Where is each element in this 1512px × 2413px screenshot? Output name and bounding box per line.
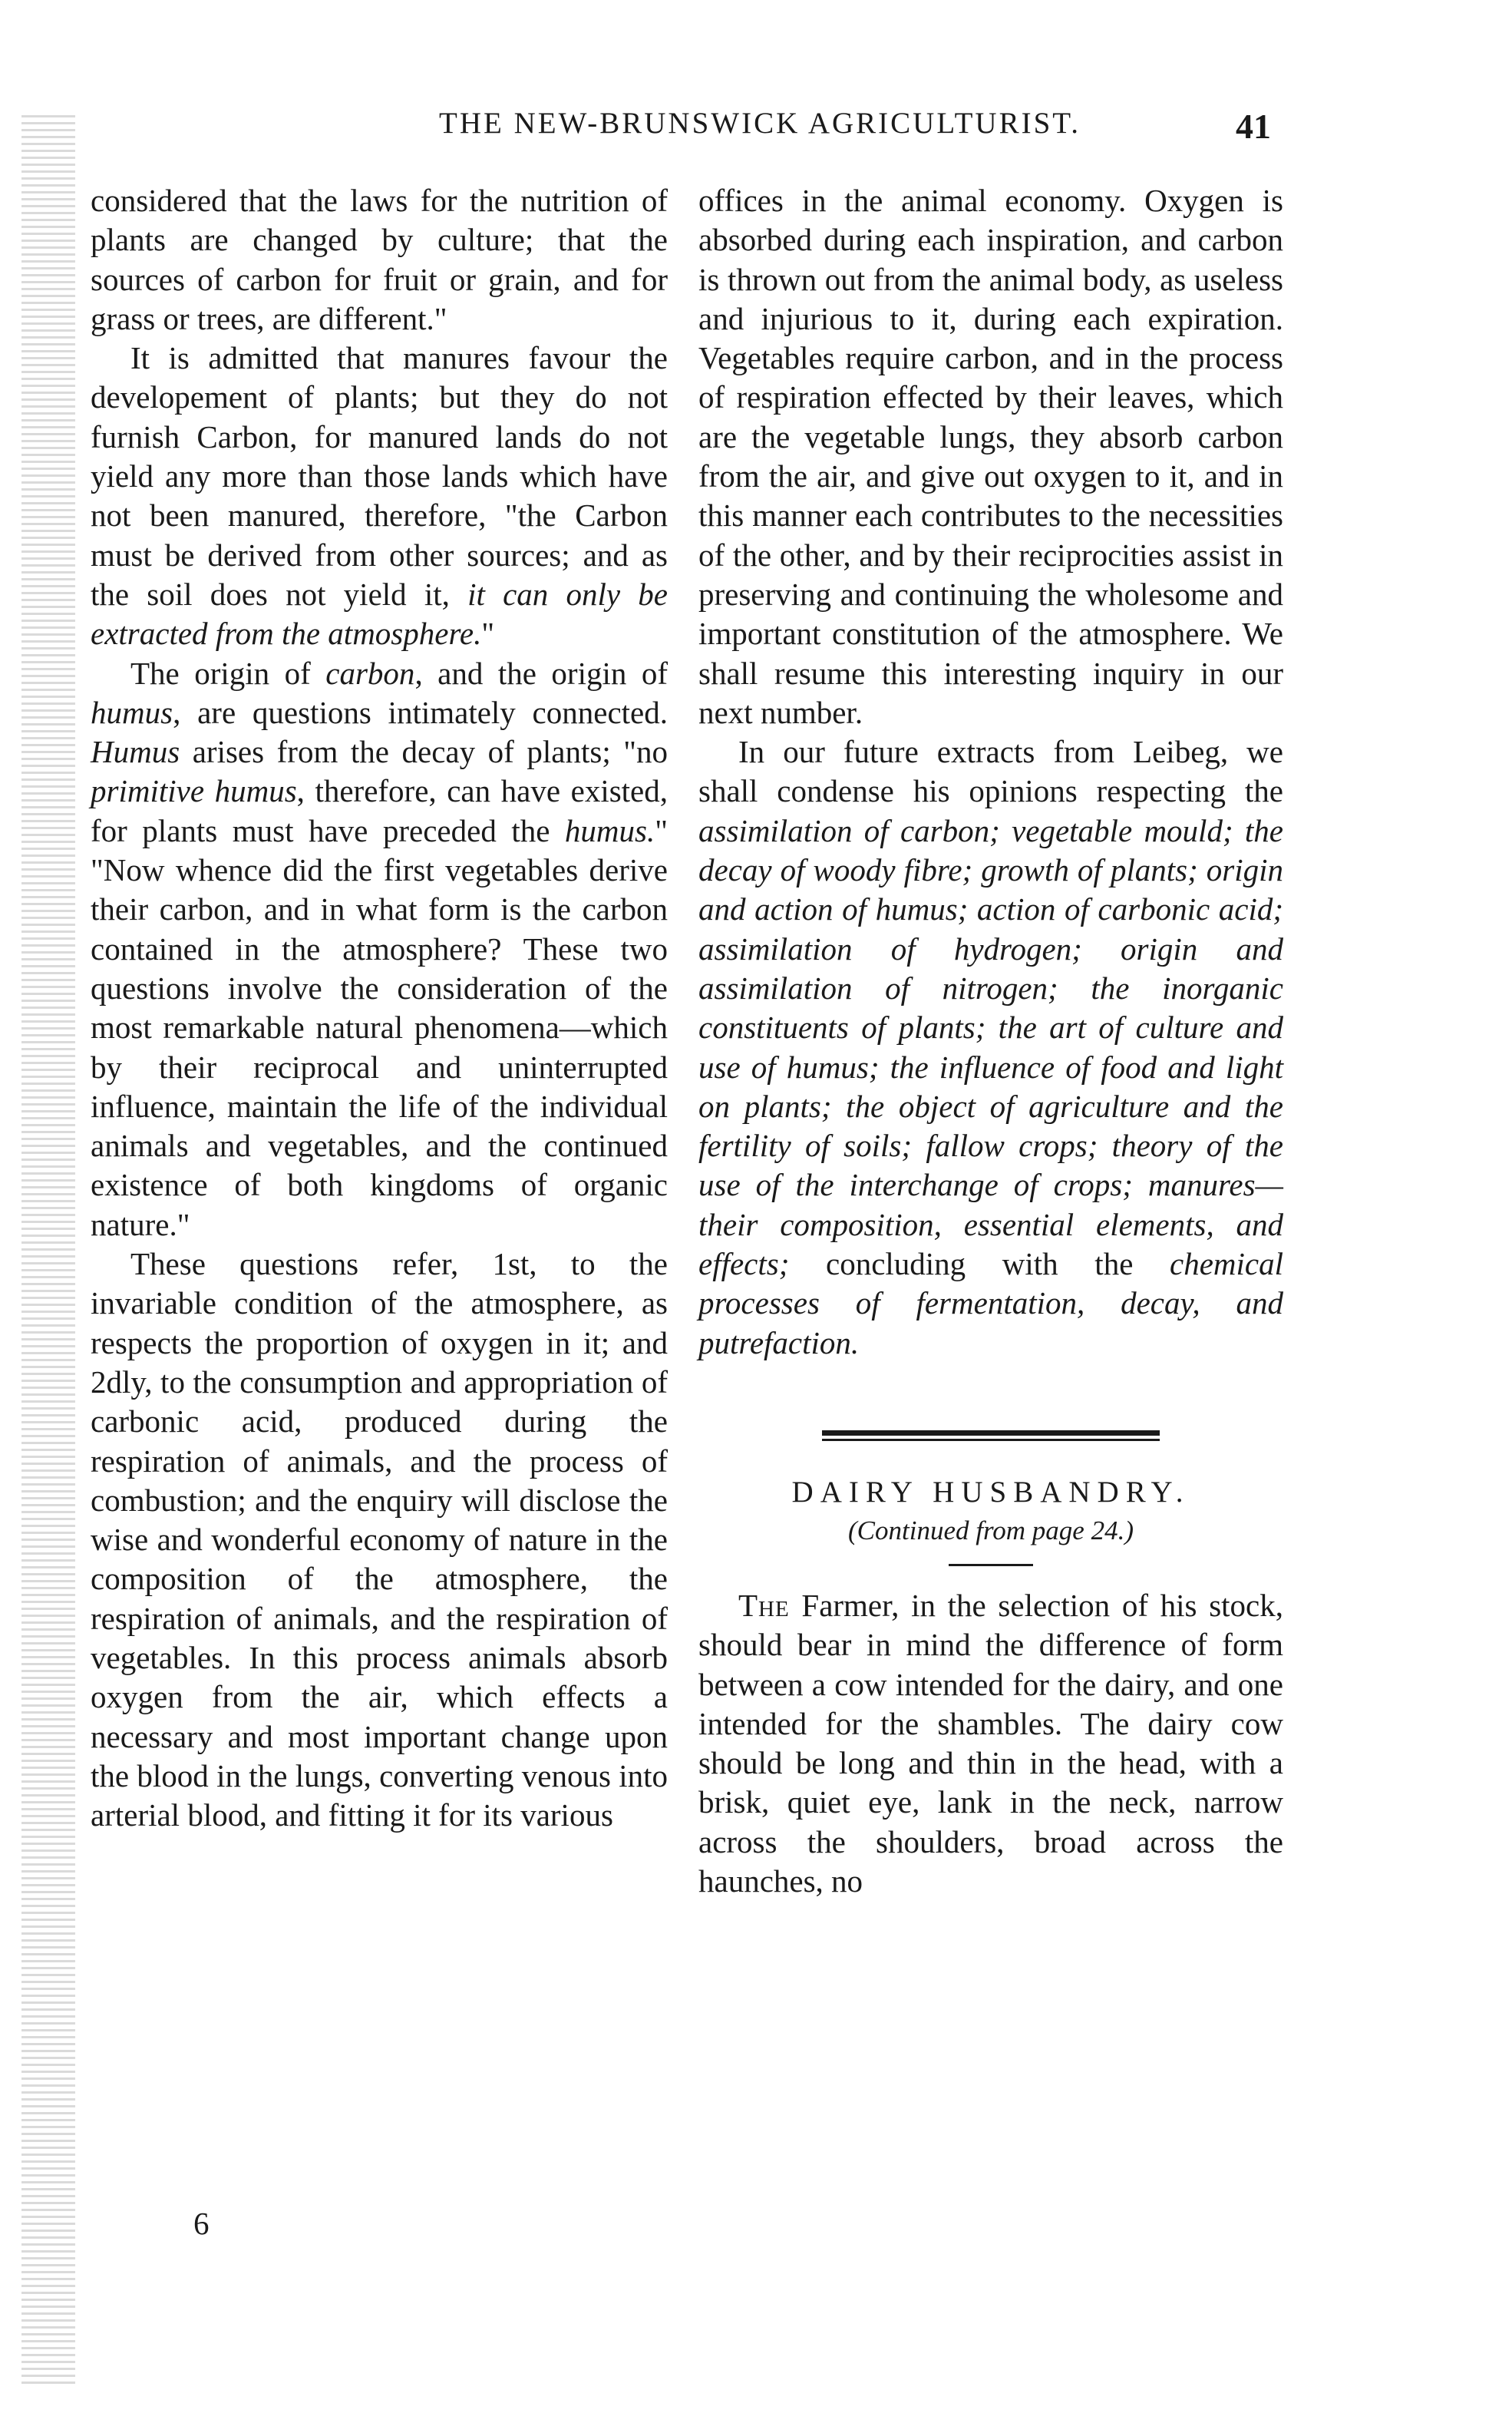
right-column [698,181,1283,1901]
divider-thick-rule [822,1430,1160,1436]
section-heading: DAIRY HUSBANDRY. [791,1475,1190,1509]
emphasis-text: humus. [564,812,655,848]
paragraph-text: Farmer, in the selection of his stock, should bear in mind the difference of form between a cow intended for the dairy, and one intended for the shambles. The dairy cow should be long and thin in the head, with a brisk, quiet eye, lank in the neck, narrow across the shoulders, broad across the haunches, no [698,1587,1283,1899]
paragraph-text: offices in the animal economy. Oxygen is absorbed during each inspiration, and carbon is thrown out from the animal body, as useless and injurious to it, during each expiration. Vegetables require carbon, and in the process of respiration effected by their leaves, which are the vegetable lungs, they absorb carbon from the air, and give out oxygen to it, and in this manner each contributes to the necessities of the other, and by their reciprocities assist in preserving and continuing the wholesome and important constitution of the atmosphere. We shall resume this interesting inquiry in our next number. [698,183,1283,730]
paragraph-text: It is admitted that manures favour the developement of plants; but they do not furnish Carbon, for manured lands do not yield any more than those lands which have not been manured, therefore, "the Carbon must be derived from other sources; and as the soil does not yield it, [91,340,668,612]
paragraph-text: considered that the laws for the nutrition of plants are changed by culture; that the sources of carbon for fruit or grain, and for grass or trees, are different." [91,183,668,336]
paragraph-text: , therefore, can have existed, for plants must have preceded the [91,773,668,848]
paragraph-text: These questions refer, 1st, to the invariable condition of the atmosphere, as respects the proportion of oxygen in it; and 2dly, to the consumption and appropriation of carbonic acid, produced during the respiration of animals, and the process of combustion; and the enquiry will disclose the wise and wonderful economy of nature in the composition of the atmosphere, the respiration of animals, and the respiration of vegetables. In this process animals absorb oxygen from the air, which effects a necessary and most important change upon the blood in the lungs, converting venous into arterial blood, and fitting it for its various [91,1246,668,1833]
paragraph-text: arises from the decay of plants; "no [180,734,668,770]
short-rule [949,1564,1033,1566]
page-number: 41 [1236,107,1271,146]
emphasis-text: it can only be extracted from the atmosphere. [91,576,668,652]
paragraph-text: The origin of [130,655,326,691]
emphasis-text: primitive humus [91,773,297,809]
paragraph-text: " [481,616,495,652]
paragraph [698,732,1283,1363]
paragraph-text: , are questions intimately connected. [173,694,668,730]
paragraph [91,1245,668,1835]
paragraph [91,181,668,339]
paragraph-text: In our future extracts from Leibeg, we shall condense his opinions respecting the [698,734,1283,809]
section-divider [822,1430,1160,1441]
paragraph [91,339,668,653]
paragraph [698,181,1283,732]
divider-thin-rule [822,1439,1160,1441]
emphasis-text: chemical processes of fermentation, decay, and putrefaction. [698,1246,1283,1360]
emphasis-text: humus [91,694,173,730]
paragraph-text: concluding with the [789,1246,1170,1282]
section-continued-note: (Continued from page 24.) [848,1515,1134,1545]
printer-signature-mark: 6 [193,2206,210,2241]
emphasis-text: carbon [325,655,415,691]
emphasis-text: assimilation of carbon; vegetable mould; the decay of woody fibre; growth of plants; origin and action of humus; action of carbonic acid; assimilation of hydrogen; origin and assimilation of nitrogen; the inorganic constituents of plants; the art of culture and use of humus; the influence of food and light on plants; the object of agriculture and the fertility of soils; fallow crops; theory of the use of the interchange of crops; manures—their composition, essential elements, and effects; [698,812,1283,1282]
binding-edge-shadow [21,115,75,2388]
paragraph-text: , and the origin of [414,655,668,691]
emphasis-text: Humus [91,734,180,770]
left-column [91,181,668,1835]
lead-word: The [738,1587,790,1623]
paragraph-text: " "Now whence did the first vegetables derive their carbon, and in what form is the carbon contained in the atmosphere? These two questions involve the consideration of the most remarkable natural phenomena—which by their reciprocal and uninterrupted influence, maintain the life of the individual animals and vegetables, and the continued existence of both kingdoms of organic nature." [91,812,668,1242]
paragraph [698,1586,1283,1901]
running-head: THE NEW-BRUNSWICK AGRICULTURIST. [439,107,1081,140]
paragraph [91,654,668,1245]
